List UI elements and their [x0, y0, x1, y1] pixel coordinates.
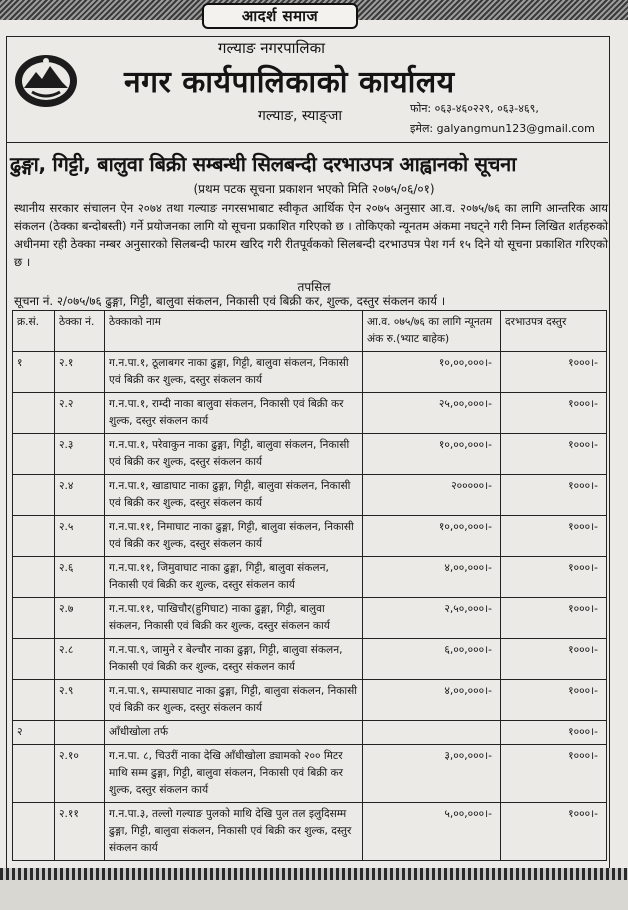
cell-sn: १: [13, 352, 55, 393]
cell-fee: १०००।-: [501, 598, 607, 639]
table-row: [13, 393, 607, 434]
cell-contract-name: ग.न.पा. ८, चिउरीं नाका देखि आँधीखोला ड्यामको २०० मिटर माथि सम्म ढुङ्गा, गिट्टी, बालुवा संकलन, निकासी एवं बिक्री कर शुल्क, दस्तुर संकलन कार्य: [105, 745, 363, 803]
cell-fee: १०००।-: [501, 680, 607, 721]
cell-contract-no: २.८: [55, 639, 105, 680]
cell-sn: २: [13, 721, 55, 745]
cell-contract-no: २.७: [55, 598, 105, 639]
notice-title: ढुङ्गा, गिट्टी, बालुवा बिक्री सम्बन्धी सिलबन्दी दरभाउपत्र आह्वानको सूचना: [10, 152, 517, 176]
cell-contract-name: ग.न.पा.१, राम्दी नाका बालुवा संकलन, निकासी एवं बिक्री कर शुल्क, दस्तुर संकलन कार्य: [105, 393, 363, 434]
cell-min-amount: ४,००,०००।-: [363, 680, 501, 721]
cell-contract-no: २.१: [55, 352, 105, 393]
cell-min-amount: १०,००,०००।-: [363, 352, 501, 393]
cell-contract-no: २.२: [55, 393, 105, 434]
header-contract-name: ठेक्काको नाम: [105, 311, 363, 352]
cell-contract-name: ग.न.पा.३, तल्लो गल्याङ पुलको माथि देखि पुल तल इलुदिसम्म ढुङ्गा, गिट्टी, बालुवा संकलन, निकासी एवं बिक्री कर शुल्क, दस्तुर संकलन कार्य: [105, 803, 363, 861]
office-phone: फोन: ०६३-४६०२२९, ०६३-४६९,: [410, 102, 539, 115]
table-row: [13, 352, 607, 393]
cell-contract-name: ग.न.पा.१, ठूलाबगर नाका ढुङ्गा, गिट्टी, बालुवा संकलन, निकासी एवं बिक्री कर शुल्क, दस्तुर संकलन कार्य: [105, 352, 363, 393]
notice-body: स्थानीय सरकार संचालन ऐन २०७४ तथा गल्याङ नगरसभाबाट स्वीकृत आर्थिक ऐन २०७५ अनुसार आ.व. २०७५/७६ का लागि आन्तरिक आय संकलन (ठेक्का बन्दोबस्ती) गर्ने प्रयोजनका लागि यो सूचना प्रकाशित गरिएको छ । तोकिएको न्यूनतम अंकमा नघट्ने गरी निम्न लिखित शर्तहरुको अधीनमा रही ठेक्का नम्बर अनुसारको सिलबन्दी फारम खरिद गरी रीतपूर्वकको सिलबन्दी दरभाउपत्र पेश गर्न १५ दिने यो सूचना प्रकाशित गरिएको छ ।: [14, 201, 608, 269]
table-row: [13, 680, 607, 721]
cell-min-amount: ४,००,०००।-: [363, 557, 501, 598]
cell-contract-name: ग.न.पा.९, सम्पासघाट नाका ढुङ्गा, गिट्टी, बालुवा संकलन, निकासी एवं बिक्री कर शुल्क, दस्तुर संकलन कार्य: [105, 680, 363, 721]
cell-sn: [13, 680, 55, 721]
cell-min-amount: २५,००,०००।-: [363, 393, 501, 434]
cell-fee: १०००।-: [501, 557, 607, 598]
cell-contract-no: २.६: [55, 557, 105, 598]
table-row: [13, 639, 607, 680]
cell-fee: १०००।-: [501, 393, 607, 434]
cell-min-amount: [363, 721, 501, 745]
table-row: [13, 598, 607, 639]
cell-min-amount: १०,००,०००।-: [363, 434, 501, 475]
cell-fee: १०००।-: [501, 803, 607, 861]
office-title: नगर कार्यपालिकाको कार्यालय: [124, 65, 455, 100]
cell-sn: [13, 516, 55, 557]
cell-contract-no: २.५: [55, 516, 105, 557]
table-row: [13, 516, 607, 557]
cell-contract-name: ग.न.पा.११, पाखिचौर(हुगिघाट) नाका ढुङ्गा, गिट्टी, बालुवा संकलन, निकासी एवं बिक्री कर शुल्क, दस्तुर संकलन कार्य: [105, 598, 363, 639]
cell-fee: १०००।-: [501, 745, 607, 803]
cell-min-amount: ६,००,०००।-: [363, 639, 501, 680]
cell-sn: [13, 639, 55, 680]
office-email: इमेल: galyangmun123@gmail.com: [410, 122, 595, 135]
cell-fee: १०००।-: [501, 639, 607, 680]
office-location: गल्याङ, स्याङ्जा: [258, 108, 342, 124]
page-margin: [0, 880, 628, 910]
cell-sn: [13, 557, 55, 598]
cell-fee: १०००।-: [501, 352, 607, 393]
cell-fee: १०००।-: [501, 475, 607, 516]
header-divider: [6, 142, 608, 143]
table-row: [13, 803, 607, 861]
cell-section-name: आँधीखोला तर्फ: [105, 721, 363, 745]
notice-number: सूचना नं. २/०७५/७६ ढुङ्गा, गिट्टी, बालुवा संकलन, निकासी एवं बिक्री कर, शुल्क, दस्तुर संकलन कार्य ।: [14, 294, 446, 308]
cell-min-amount: ५,००,०००।-: [363, 803, 501, 861]
cell-contract-name: ग.न.पा.१, खाडाघाट नाका ढुङ्गा, गिट्टी, बालुवा संकलन, निकासी एवं बिक्री कर शुल्क, दस्तुर संकलन कार्य: [105, 475, 363, 516]
cell-contract-no: २.१०: [55, 745, 105, 803]
table-row: [13, 557, 607, 598]
header-sn: क्र.सं.: [13, 311, 55, 352]
cell-min-amount: २०००००।-: [363, 475, 501, 516]
bottom-border-band: [0, 868, 628, 880]
cell-fee: १०००।-: [501, 721, 607, 745]
cell-contract-name: ग.न.पा.११, निमाघाट नाका ढुङ्गा, गिट्टी, बालुवा संकलन, निकासी एवं बिक्री कर शुल्क, दस्तुर संकलन कार्य: [105, 516, 363, 557]
table-row: [13, 745, 607, 803]
cell-contract-no: २.४: [55, 475, 105, 516]
cell-contract-no: [55, 721, 105, 745]
table-section-row: [13, 721, 607, 745]
contract-table: [12, 310, 607, 861]
cell-min-amount: ३,००,०००।-: [363, 745, 501, 803]
cell-contract-no: २.३: [55, 434, 105, 475]
newspaper-masthead: आदर्श समाज: [202, 3, 358, 29]
municipality-name: गल्याङ नगरपालिका: [218, 39, 325, 57]
header-fee: दरभाउपत्र दस्तुर: [501, 311, 607, 352]
cell-contract-name: ग.न.पा.११, जिमुवाघाट नाका ढुङ्गा, गिट्टी, बालुवा संकलन, निकासी एवं बिक्री कर शुल्क, दस्तुर संकलन कार्य: [105, 557, 363, 598]
cell-contract-name: ग.न.पा.९, जामुने र बेल्चौर नाका ढुङ्गा, गिट्टी, बालुवा संकलन, निकासी एवं बिक्री कर शुल्क, दस्तुर संकलन कार्य: [105, 639, 363, 680]
cell-sn: [13, 475, 55, 516]
header-contract-no: ठेक्का नं.: [55, 311, 105, 352]
table-row: [13, 434, 607, 475]
cell-sn: [13, 434, 55, 475]
cell-min-amount: १०,००,०००।-: [363, 516, 501, 557]
cell-sn: [13, 803, 55, 861]
table-row: [13, 475, 607, 516]
table-header-row: [13, 311, 607, 352]
cell-fee: १०००।-: [501, 516, 607, 557]
cell-sn: [13, 393, 55, 434]
government-emblem-icon: [12, 52, 80, 110]
cell-sn: [13, 598, 55, 639]
schedule-label: तपसिल: [297, 280, 331, 294]
cell-contract-no: २.९: [55, 680, 105, 721]
cell-sn: [13, 745, 55, 803]
notice-subtitle: (प्रथम पटक सूचना प्रकाशन भएको मिति २०७५/०६/०१): [193, 182, 435, 196]
cell-fee: १०००।-: [501, 434, 607, 475]
cell-contract-no: २.११: [55, 803, 105, 861]
cell-min-amount: २,५०,०००।-: [363, 598, 501, 639]
cell-contract-name: ग.न.पा.१, परेवाकुन नाका ढुङ्गा, गिट्टी, बालुवा संकलन, निकासी एवं बिक्री कर शुल्क, दस्तुर संकलन कार्य: [105, 434, 363, 475]
header-min-amount: आ.व. ०७५/७६ का लागि न्यूनतम अंक रु.(भ्याट बाहेक): [363, 311, 501, 352]
